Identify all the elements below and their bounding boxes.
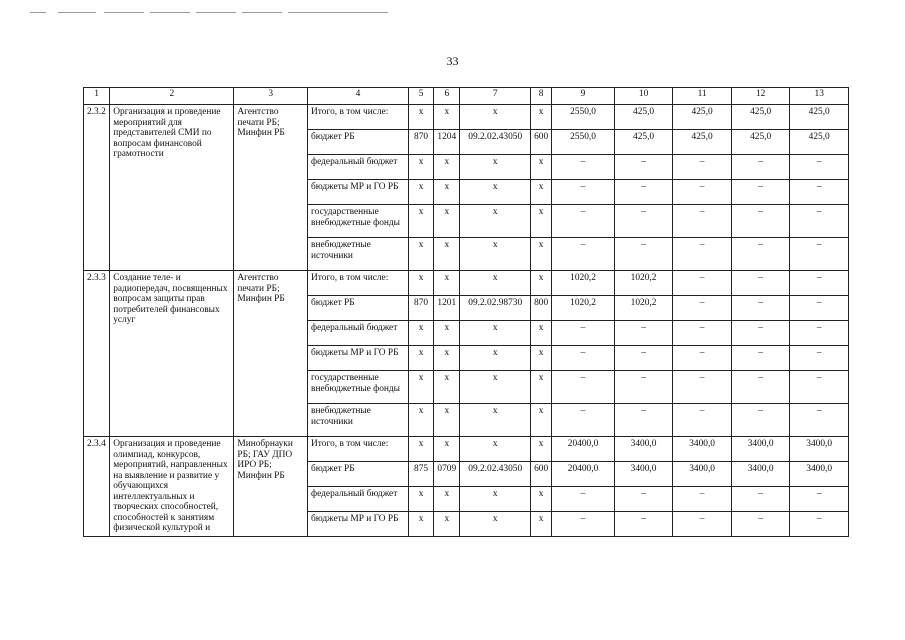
funding-source: внебюджетные источники (308, 404, 409, 437)
funding-source: бюджет РБ (308, 296, 409, 321)
amount-total: – (552, 371, 615, 404)
kbk-section: x (434, 321, 460, 346)
funding-source: федеральный бюджет (308, 487, 409, 512)
amount-year: – (790, 296, 849, 321)
funding-source: внебюджетные источники (308, 238, 409, 271)
kbk-target-article: x (460, 321, 531, 346)
funding-source: бюджет РБ (308, 130, 409, 155)
kbk-section: x (434, 437, 460, 462)
kbk-ministry: 870 (408, 296, 433, 321)
amount-year: – (731, 404, 790, 437)
amount-year: – (673, 512, 732, 537)
header-cell: 5 (408, 88, 433, 105)
measure-description: Организация и проведение мероприятий для представителей СМИ по вопросам финансовой грамотности (110, 105, 234, 271)
kbk-section: x (434, 271, 460, 296)
funding-source: бюджет РБ (308, 462, 409, 487)
amount-year: 425,0 (790, 105, 849, 130)
funding-source: бюджеты МР и ГО РБ (308, 512, 409, 537)
header-cell: 7 (460, 88, 531, 105)
amount-year: – (790, 271, 849, 296)
kbk-ministry: x (408, 404, 433, 437)
kbk-target-article: x (460, 371, 531, 404)
amount-year: – (790, 487, 849, 512)
kbk-section: 1204 (434, 130, 460, 155)
header-row (84, 88, 849, 105)
kbk-section: x (434, 155, 460, 180)
measure-executor: Минобрнауки РБ; ГАУ ДПО ИРО РБ; Минфин РБ (234, 437, 308, 537)
amount-year: – (790, 180, 849, 205)
kbk-target-article: x (460, 271, 531, 296)
funding-source: бюджеты МР и ГО РБ (308, 346, 409, 371)
kbk-target-article: x (460, 180, 531, 205)
amount-year: 3400,0 (790, 437, 849, 462)
kbk-expense-type: x (531, 238, 552, 271)
header-cell: 2 (110, 88, 234, 105)
kbk-section: 0709 (434, 462, 460, 487)
budget-table (83, 87, 849, 537)
kbk-expense-type: x (531, 155, 552, 180)
amount-year: – (673, 180, 732, 205)
kbk-target-article: 09.2.02.43050 (460, 130, 531, 155)
amount-year: 425,0 (614, 105, 673, 130)
amount-year: – (731, 371, 790, 404)
kbk-ministry: x (408, 155, 433, 180)
kbk-section: x (434, 487, 460, 512)
kbk-section: x (434, 105, 460, 130)
amount-total: 20400,0 (552, 462, 615, 487)
amount-year: – (731, 296, 790, 321)
header-cell: 12 (731, 88, 790, 105)
amount-total: – (552, 487, 615, 512)
kbk-expense-type: x (531, 371, 552, 404)
kbk-target-article: x (460, 346, 531, 371)
amount-year: 425,0 (731, 130, 790, 155)
amount-total: – (552, 512, 615, 537)
kbk-expense-type: x (531, 512, 552, 537)
amount-year: 3400,0 (614, 437, 673, 462)
amount-year: 3400,0 (614, 462, 673, 487)
kbk-ministry: x (408, 321, 433, 346)
funding-source: государственные внебюджетные фонды (308, 205, 409, 238)
amount-total: – (552, 155, 615, 180)
kbk-ministry: x (408, 371, 433, 404)
measure-executor: Агентство печати РБ; Минфин РБ (234, 105, 308, 271)
amount-total: – (552, 180, 615, 205)
amount-year: – (614, 238, 673, 271)
amount-total: – (552, 238, 615, 271)
amount-total: 2550,0 (552, 105, 615, 130)
header-cell: 6 (434, 88, 460, 105)
kbk-target-article: x (460, 155, 531, 180)
amount-year: – (790, 205, 849, 238)
header-cell: 10 (614, 88, 673, 105)
amount-total: 1020,2 (552, 296, 615, 321)
kbk-target-article: x (460, 512, 531, 537)
amount-year: – (790, 404, 849, 437)
amount-year: – (731, 238, 790, 271)
funding-source: федеральный бюджет (308, 321, 409, 346)
kbk-ministry: x (408, 346, 433, 371)
amount-year: – (790, 512, 849, 537)
amount-year: – (790, 346, 849, 371)
funding-source: Итого, в том числе: (308, 437, 409, 462)
amount-year: – (790, 155, 849, 180)
header-cell: 4 (308, 88, 409, 105)
amount-year: 425,0 (673, 130, 732, 155)
amount-year: 3400,0 (731, 462, 790, 487)
amount-year: – (673, 155, 732, 180)
kbk-expense-type: 600 (531, 130, 552, 155)
table-row (84, 271, 849, 296)
kbk-expense-type: x (531, 404, 552, 437)
measure-code: 2.3.3 (84, 271, 110, 437)
table-row (84, 105, 849, 130)
amount-total: – (552, 321, 615, 346)
amount-year: – (731, 487, 790, 512)
amount-year: – (614, 404, 673, 437)
funding-source: государственные внебюджетные фонды (308, 371, 409, 404)
amount-total: – (552, 205, 615, 238)
amount-year: – (614, 321, 673, 346)
amount-year: 425,0 (614, 130, 673, 155)
kbk-target-article: 09.2.02.98730 (460, 296, 531, 321)
table-row (84, 437, 849, 462)
amount-year: – (614, 371, 673, 404)
scan-artifact-lines (30, 12, 390, 16)
amount-year: – (673, 238, 732, 271)
kbk-section: x (434, 404, 460, 437)
amount-year: – (614, 487, 673, 512)
kbk-expense-type: 800 (531, 296, 552, 321)
kbk-target-article: x (460, 487, 531, 512)
amount-year: 425,0 (790, 130, 849, 155)
kbk-ministry: 875 (408, 462, 433, 487)
kbk-ministry: x (408, 180, 433, 205)
header-cell: 9 (552, 88, 615, 105)
kbk-ministry: 870 (408, 130, 433, 155)
amount-year: – (731, 321, 790, 346)
amount-year: – (673, 296, 732, 321)
measure-executor: Агентство печати РБ; Минфин РБ (234, 271, 308, 437)
kbk-target-article: x (460, 238, 531, 271)
kbk-section: x (434, 371, 460, 404)
measure-description: Создание теле- и радиопередач, посвященных вопросам защиты прав потребителей финансовых услуг (110, 271, 234, 437)
amount-year: 425,0 (731, 105, 790, 130)
measure-code: 2.3.4 (84, 437, 110, 537)
kbk-expense-type: x (531, 437, 552, 462)
kbk-expense-type: x (531, 205, 552, 238)
kbk-ministry: x (408, 512, 433, 537)
kbk-expense-type: x (531, 346, 552, 371)
funding-source: федеральный бюджет (308, 155, 409, 180)
kbk-expense-type: x (531, 271, 552, 296)
amount-total: 1020,2 (552, 271, 615, 296)
kbk-section: x (434, 512, 460, 537)
kbk-target-article: x (460, 404, 531, 437)
amount-year: – (614, 512, 673, 537)
kbk-ministry: x (408, 437, 433, 462)
amount-year: – (731, 155, 790, 180)
kbk-target-article: 09.2.02.43050 (460, 462, 531, 487)
header-cell: 1 (84, 88, 110, 105)
amount-year: 1020,2 (614, 296, 673, 321)
amount-year: – (614, 155, 673, 180)
kbk-section: x (434, 238, 460, 271)
measure-code: 2.3.2 (84, 105, 110, 271)
amount-year: – (673, 271, 732, 296)
header-cell: 11 (673, 88, 732, 105)
header-cell: 3 (234, 88, 308, 105)
amount-year: 3400,0 (731, 437, 790, 462)
kbk-ministry: x (408, 271, 433, 296)
amount-total: 20400,0 (552, 437, 615, 462)
amount-year: – (731, 180, 790, 205)
amount-year: 3400,0 (673, 462, 732, 487)
kbk-section: x (434, 180, 460, 205)
kbk-expense-type: x (531, 180, 552, 205)
kbk-section: x (434, 205, 460, 238)
amount-year: – (614, 180, 673, 205)
amount-year: – (614, 205, 673, 238)
amount-year: – (790, 371, 849, 404)
amount-year: – (673, 371, 732, 404)
kbk-expense-type: 600 (531, 462, 552, 487)
amount-year: – (790, 321, 849, 346)
amount-year: – (673, 404, 732, 437)
kbk-section: x (434, 346, 460, 371)
amount-year: – (614, 346, 673, 371)
kbk-expense-type: x (531, 105, 552, 130)
amount-year: – (673, 346, 732, 371)
kbk-target-article: x (460, 205, 531, 238)
kbk-target-article: x (460, 105, 531, 130)
kbk-ministry: x (408, 205, 433, 238)
amount-year: 3400,0 (673, 437, 732, 462)
kbk-expense-type: x (531, 321, 552, 346)
amount-year: – (673, 487, 732, 512)
kbk-expense-type: x (531, 487, 552, 512)
amount-year: 1020,2 (614, 271, 673, 296)
amount-year: – (673, 205, 732, 238)
amount-year: – (731, 271, 790, 296)
kbk-ministry: x (408, 487, 433, 512)
funding-source: бюджеты МР и ГО РБ (308, 180, 409, 205)
amount-year: – (731, 512, 790, 537)
amount-year: 425,0 (673, 105, 732, 130)
kbk-ministry: x (408, 105, 433, 130)
kbk-target-article: x (460, 437, 531, 462)
header-cell: 13 (790, 88, 849, 105)
page-number: 33 (446, 54, 459, 68)
measure-description: Организация и проведение олимпиад, конкурсов, мероприятий, направленных на выявление и развитие у обучающихся интеллектуальных и творческих способностей, способностей к занятиям физической культурой и (110, 437, 234, 537)
kbk-section: 1201 (434, 296, 460, 321)
amount-total: 2550,0 (552, 130, 615, 155)
amount-total: – (552, 346, 615, 371)
funding-source: Итого, в том числе: (308, 271, 409, 296)
amount-year: – (731, 346, 790, 371)
header-cell: 8 (531, 88, 552, 105)
funding-source: Итого, в том числе: (308, 105, 409, 130)
kbk-ministry: x (408, 238, 433, 271)
amount-year: 3400,0 (790, 462, 849, 487)
amount-year: – (673, 321, 732, 346)
amount-year: – (731, 205, 790, 238)
amount-total: – (552, 404, 615, 437)
amount-year: – (790, 238, 849, 271)
